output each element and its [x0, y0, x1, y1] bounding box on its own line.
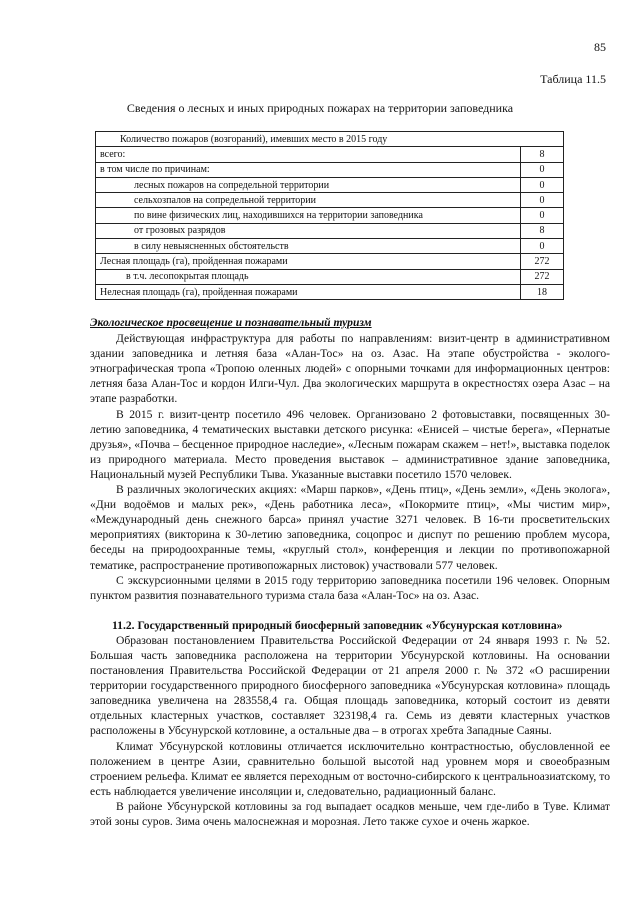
row-label: в т.ч. лесопокрытая площадь [96, 269, 521, 284]
row-label: в том числе по причинам: [96, 162, 521, 177]
row-label: Нелесная площадь (га), пройденная пожарами [96, 284, 521, 299]
row-label: всего: [96, 147, 521, 162]
table-label: Таблица 11.5 [540, 72, 606, 86]
paragraph: Действующая инфраструктура для работы по направлениям: визит-центр в административном здании заповедника и летняя база «Алан-Тос» на оз. Азас. На этапе обустройства - эколого-этнографическая тропа «Тропою оленных людей» с опорными точками для информационных центров: летняя база Алан-Тос и кордон Илги-Чул. Два экологических маршрута в окрестностях озера Азас – на этапе разработки. [90, 332, 610, 406]
section-heading: Экологическое просвещение и познавательный туризм [90, 316, 372, 329]
row-value: 0 [521, 193, 564, 208]
row-label: от грозовых разрядов [96, 223, 521, 238]
table-row [96, 208, 564, 223]
table-row [96, 177, 564, 192]
paragraph: С экскурсионными целями в 2015 году территорию заповедника посетили 196 человек. Опорным пунктом развития познавательного туризма стала база «Алан-Тос» на оз. Азас. [90, 573, 610, 602]
row-value: 0 [521, 162, 564, 177]
row-value: 18 [521, 284, 564, 299]
fires-table [95, 131, 564, 300]
row-label: по вине физических лиц, находившихся на территории заповедника [96, 208, 521, 223]
row-value: 272 [521, 254, 564, 269]
table-title: Сведения о лесных и иных природных пожарах на территории заповедника [126, 101, 514, 115]
page-number: 85 [594, 40, 606, 54]
row-value: 8 [521, 147, 564, 162]
table-row [96, 254, 564, 269]
row-value: 0 [521, 208, 564, 223]
body-text [90, 315, 610, 829]
paragraph: Климат Убсунурской котловины отличается исключительно контрастностью, обусловленной ее положением в центре Азии, сравнительно большой высотой над уровнем моря и своеобразным строением рельефа. Климат ее является переходным от восточно-сибирского к центральноазиатскому, то есть наблюдается увеличение инсоляции и, следовательно, радиационный баланс. [90, 739, 610, 798]
paragraph: В различных экологических акциях: «Марш парков», «День птиц», «День земли», «День эколога», «Дни водоёмов и малых рек», «День работника леса», «Покормите птиц», «Мы чистим мир», «Международный день снежного барса» принял участие 3271 человек. В 16-ти просветительских мероприятиях (викторина к 30-летию заповедника, соцопрос и диспут по решению проблем мусора, беседы на природоохранные темы, «круглый стол», конференция и лекции по противопожарной тематике, распространение противопожарных листовок) участвовали 577 человек. [90, 483, 610, 572]
row-label: Лесная площадь (га), пройденная пожарами [96, 254, 521, 269]
row-value: 8 [521, 223, 564, 238]
paragraph: Образован постановлением Правительства Российской Федерации от 24 января 1993 г. № 52. Большая часть заповедника расположена на территории Убсунурской котловины. На основании постановления Правительства Российской Федерации от 21 апреля 2000 г. № 372 «О расширении территории государственного природного биосферного заповедника «Убсунурская котловина» площадь заповедника увеличена на 283558,4 га. Общая площадь заповедника, который состоит из девяти отдельных кластерных участков, составляет 323198,4 га. Семь из девяти кластерных участков расположены в Убсунурской котловине, а остальные два – в отрогах хребта Западные Саяны. [90, 633, 610, 738]
table-row [96, 193, 564, 208]
paragraph: В 2015 г. визит-центр посетило 496 человек. Организовано 2 фотовыставки, посвященных 30-летию заповедника, 4 тематических выставки детского рисунка: «Енисей – чистые берега», «Пернатые друзья», «Почва – бесценное природное наследие», «Лесным пожарам скажем – нет!», выставка поделок из природного материала. Место проведения выставок – административное здание заповедника, Национальный музей Республики Тыва. Указанные выставки посетило 1570 человек. [90, 407, 610, 481]
row-value: 0 [521, 177, 564, 192]
chapter-heading: 11.2. Государственный природный биосферный заповедник «Убсунурская котловина» [112, 618, 563, 632]
table-header-row [96, 132, 564, 147]
row-value: 272 [521, 269, 564, 284]
table-header: Количество пожаров (возгораний), имевших место в 2015 году [96, 132, 564, 147]
paragraph: В районе Убсунурской котловины за год выпадает осадков меньше, чем где-либо в Туве. Климат этой зоны суров. Зима очень малоснежная и морозная. Лето также сухое и очень жаркое. [90, 799, 610, 828]
table-row [96, 147, 564, 162]
row-value: 0 [521, 239, 564, 254]
row-label: сельхозпалов на сопредельной территории [96, 193, 521, 208]
row-label: в силу невыясненных обстоятельств [96, 239, 521, 254]
table-row [96, 223, 564, 238]
table-row [96, 284, 564, 299]
table-row [96, 239, 564, 254]
table-row [96, 162, 564, 177]
table-row [96, 269, 564, 284]
row-label: лесных пожаров на сопредельной территории [96, 177, 521, 192]
